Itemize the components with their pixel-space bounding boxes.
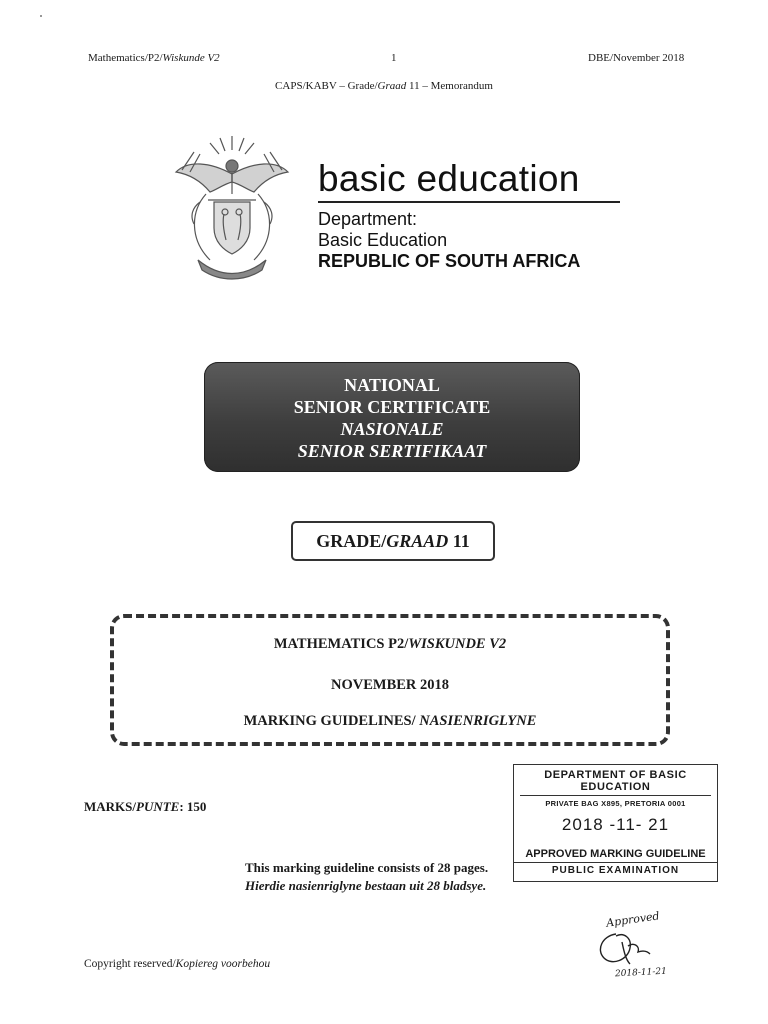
cert-line2: SENIOR CERTIFICATE (293, 397, 491, 417)
subheader: CAPS/KABV – Grade/Graad 11 – Memorandum (275, 80, 493, 92)
signature-icon (594, 928, 652, 968)
stamp-exam: PUBLIC EXAMINATION (514, 862, 717, 876)
page-number: 1 (391, 52, 397, 64)
stamp-date: 2018 -11- 21 (561, 815, 670, 834)
handwritten-date: 2018-11-21 (614, 966, 668, 980)
header-right: DBE/November 2018 (588, 52, 685, 64)
cert-line4: SENIOR SERTIFIKAAT (297, 441, 487, 461)
coat-of-arms-icon (170, 132, 295, 280)
handwritten-approved: Approved (605, 909, 661, 930)
department-block (318, 209, 580, 272)
copyright: Copyright reserved/Kopiereg voorbehou (84, 958, 271, 970)
exam-guide: MARKING GUIDELINES/ NASIENRIGLYNE (243, 713, 537, 729)
dept-line3: REPUBLIC OF SOUTH AFRICA (318, 251, 581, 271)
stamp-separator (520, 795, 711, 796)
stamp-approved: APPROVED MARKING GUIDELINE (525, 848, 706, 860)
dept-line1: Department: (318, 209, 418, 229)
exam-date: NOVEMBER 2018 (330, 677, 450, 693)
marks-label: MARKS/PUNTE: 150 (84, 799, 207, 814)
approval-stamp (513, 764, 718, 882)
header-left: Mathematics/P2/Wiskunde V2 (88, 52, 220, 64)
grade-box: GRADE/GRAAD 11 (291, 521, 495, 561)
dept-line2: Basic Education (318, 230, 448, 250)
logo-title: basic education (318, 158, 580, 199)
stamp-address: PRIVATE BAG X895, PRETORIA 0001 (545, 799, 686, 808)
cert-line3: NASIONALE (340, 419, 444, 439)
certificate-banner (204, 362, 580, 472)
cert-line1: NATIONAL (344, 375, 440, 395)
stamp-line1b: EDUCATION (580, 781, 651, 793)
stamp-line1a: DEPARTMENT OF BASIC (544, 769, 687, 781)
logo-rule (318, 201, 620, 203)
page-count-en: This marking guideline consists of 28 pages. (245, 860, 489, 875)
exam-subject: MATHEMATICS P2/WISKUNDE V2 (273, 636, 507, 652)
scan-speck (40, 15, 42, 17)
page-count-af: Hierdie nasienriglyne bestaan uit 28 bladsye. (245, 878, 487, 893)
